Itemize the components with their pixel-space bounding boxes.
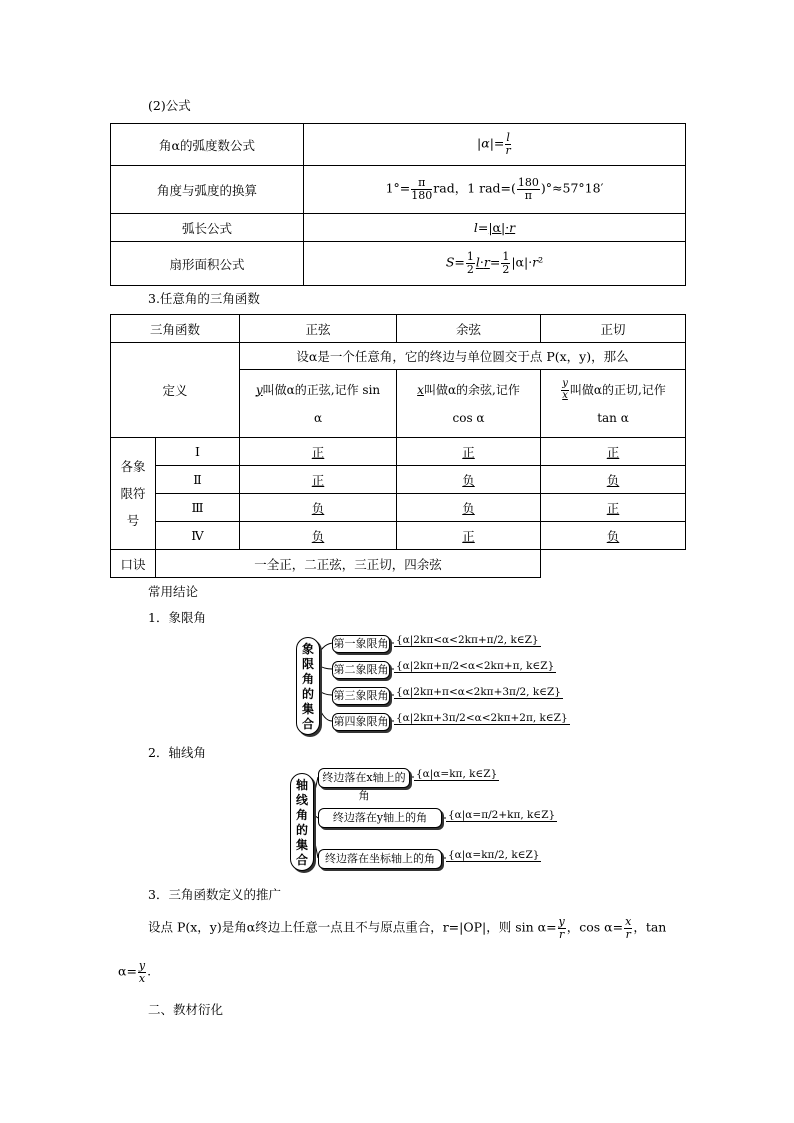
sign-label: 各象 限符 号 [111,438,156,550]
quadrant-4-box: 第四象限角 [332,713,390,731]
formula-label: 角度与弧度的换算 [111,166,304,214]
formula-label: 角α的弧度数公式 [111,124,304,166]
quadrant-2: Ⅱ [156,466,240,494]
sign-cell: 负 [541,466,686,494]
quadrant-3-set: {α|2kπ+π<α<2kπ+3π/2, k∈Z} [396,686,561,698]
mnemonic-label: 口诀 [111,550,156,578]
sign-cell: 正 [397,522,541,550]
formula-value: 1°= $\frac{\pi}{180}$ rad，1 rad=( $\frac{180}{\pi}$ )°≈57°18′ [304,166,686,214]
coord-axis-set: {α|α=kπ/2, k∈Z} [448,849,540,861]
x-axis-box: 终边落在x轴上的角 [318,768,410,788]
quadrant-1-box: 第一象限角 [332,635,390,653]
y-axis-set: {α|α=π/2+kπ, k∈Z} [448,809,556,821]
quadrant-3-box: 第三象限角 [332,687,390,705]
sign-cell: 正 [541,438,686,466]
header-sin: 正弦 [240,315,397,343]
formula-value: |α|= $\frac{l}{r}$ [304,124,686,166]
axis-angle-title: 2．轴线角 [148,745,206,760]
generalization-line-1: 设点 P(x，y)是角α终边上任意一点且不与原点重合，r=|OP|，则 sin α= $\frac{y}{r}$ ，cos α= $\frac{x}{r}$ ，tan [148,915,667,941]
y-axis-box: 终边落在y轴上的角 [318,808,442,828]
header-tan: 正切 [541,315,686,343]
quadrant-4-set: {α|2kπ+3π/2<α<2kπ+2π, k∈Z} [396,712,568,724]
quadrant-angle-title: 1．象限角 [148,610,206,625]
mnemonic-text: 一全正，二正弦，三正切，四余弦 [156,550,541,578]
quadrant-2-box: 第二象限角 [332,661,390,679]
header-func: 三角函数 [111,315,240,343]
quadrant-3: Ⅲ [156,494,240,522]
sign-cell: 负 [541,522,686,550]
sign-cell: 负 [397,466,541,494]
generalization-line-2: α= $\frac{y}{x}$ . [118,959,152,985]
sin-definition: y叫做α的正弦,记作 sin α [240,370,397,438]
sign-cell: 正 [541,494,686,522]
tan-definition: $\frac{y}{x}$ 叫做α的正切,记作 tan α [541,370,686,438]
section-two-title: 二、教材衍化 [148,1002,224,1017]
axis-set-oval: 轴 线 角 的 集 合 [290,773,314,871]
def-label: 定义 [111,343,240,438]
sign-cell: 正 [240,438,397,466]
header-cos: 余弦 [397,315,541,343]
cos-definition: x叫做α的余弦,记作 cos α [397,370,541,438]
def-intro: 设α是一个任意角，它的终边与单位圆交于点 P(x，y)，那么 [240,343,686,370]
quadrant-2-set: {α|2kπ+π/2<α<2kπ+π, k∈Z} [396,660,555,672]
formula-label: 弧长公式 [111,214,304,242]
coord-axis-box: 终边落在坐标轴上的角 [318,849,442,869]
quadrant-4: Ⅳ [156,522,240,550]
sign-cell: 正 [397,438,541,466]
quadrant-set-oval: 象 限 角 的 集 合 [296,637,320,735]
x-axis-set: {α|α=kπ, k∈Z} [416,768,498,780]
quadrant-1: Ⅰ [156,438,240,466]
generalization-title: 3．三角函数定义的推广 [148,887,281,902]
sign-cell: 负 [240,522,397,550]
common-conclusions: 常用结论 [148,584,199,599]
formula-value: l=|α|·r [304,214,686,242]
section-3-title: 3.任意角的三角函数 [148,291,260,306]
formula-label: 扇形面积公式 [111,242,304,286]
sign-cell: 负 [240,494,397,522]
sign-cell: 负 [397,494,541,522]
sign-cell: 正 [240,466,397,494]
formula-value: S= $\frac{1}{2}$ l·r= $\frac{1}{2}$ |α|·r² [304,242,686,286]
quadrant-1-set: {α|2kπ<α<2kπ+π/2, k∈Z} [396,634,539,646]
formula-heading: (2)公式 [148,98,191,113]
